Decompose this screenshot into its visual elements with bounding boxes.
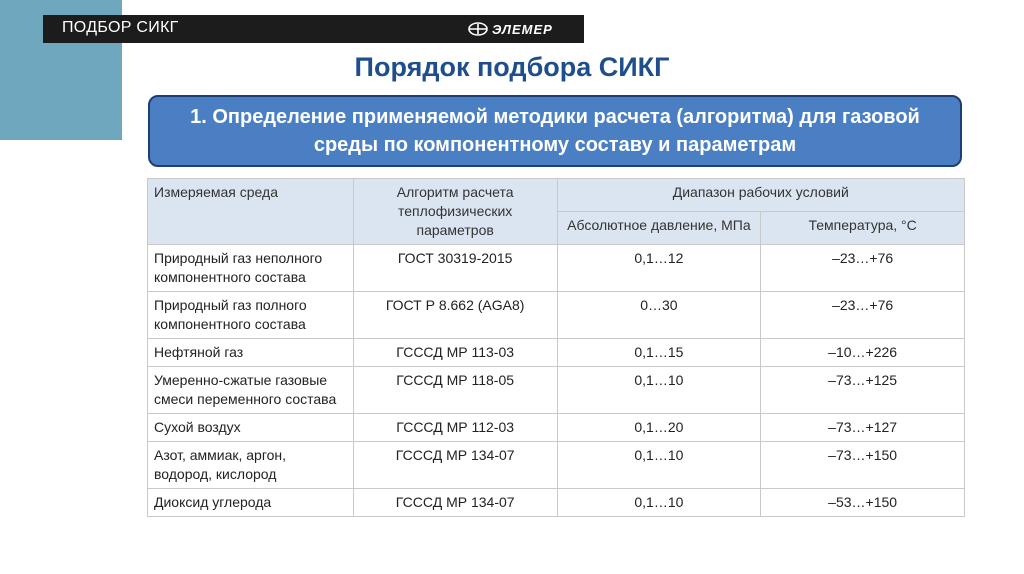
cell-medium: Природный газ полного компонентного состава [148,292,354,339]
cell-temperature: –23…+76 [761,245,965,292]
cell-pressure: 0,1…15 [557,339,761,367]
section-label: ПОДБОР СИКГ [62,19,179,36]
header-medium: Измеряемая среда [148,179,354,245]
cell-temperature: –73…+150 [761,442,965,489]
table-row [148,292,965,339]
table-row [148,367,965,414]
table-row [148,245,965,292]
cell-pressure: 0,1…10 [557,367,761,414]
cell-pressure: 0,1…20 [557,414,761,442]
table-header-row [148,179,965,212]
logo-text: ЭЛЕМЕР [492,21,553,37]
cell-pressure: 0…30 [557,292,761,339]
cell-medium: Диоксид углерода [148,489,354,517]
company-logo [468,19,553,39]
table-row [148,339,965,367]
cell-temperature: –73…+125 [761,367,965,414]
cell-medium: Умеренно-сжатые газовые смеси переменного состава [148,367,354,414]
cell-pressure: 0,1…12 [557,245,761,292]
table-row [148,414,965,442]
header-temperature: Температура, °С [761,212,965,245]
header-algorithm: Алгоритм расчета теплофизических параметров [353,179,557,245]
header-range: Диапазон рабочих условий [557,179,964,212]
cell-medium: Нефтяной газ [148,339,354,367]
cell-temperature: –73…+127 [761,414,965,442]
step-callout [148,95,962,167]
cell-algorithm: ГСССД МР 113-03 [353,339,557,367]
algorithm-table [147,178,965,517]
cell-algorithm: ГСССД МР 134-07 [353,442,557,489]
cell-algorithm: ГСССД МР 118-05 [353,367,557,414]
cell-temperature: –53…+150 [761,489,965,517]
cell-pressure: 0,1…10 [557,489,761,517]
cell-pressure: 0,1…10 [557,442,761,489]
cell-temperature: –23…+76 [761,292,965,339]
cell-medium: Азот, аммиак, аргон, водород, кислород [148,442,354,489]
step-text: 1. Определение применяемой методики расчета (алгоритма) для газовой среды по компонентному составу и параметрам [190,106,920,156]
cell-algorithm: ГОСТ Р 8.662 (AGA8) [353,292,557,339]
page-title: Порядок подбора СИКГ [354,52,670,82]
cell-medium: Природный газ неполного компонентного состава [148,245,354,292]
table-row [148,442,965,489]
cell-algorithm: ГСССД МР 112-03 [353,414,557,442]
header-pressure: Абсолютное давление, МПа [557,212,761,245]
cell-algorithm: ГОСТ 30319-2015 [353,245,557,292]
cell-temperature: –10…+226 [761,339,965,367]
cell-medium: Сухой воздух [148,414,354,442]
logo-emblem-icon [468,21,488,37]
table-row [148,489,965,517]
cell-algorithm: ГСССД МР 134-07 [353,489,557,517]
